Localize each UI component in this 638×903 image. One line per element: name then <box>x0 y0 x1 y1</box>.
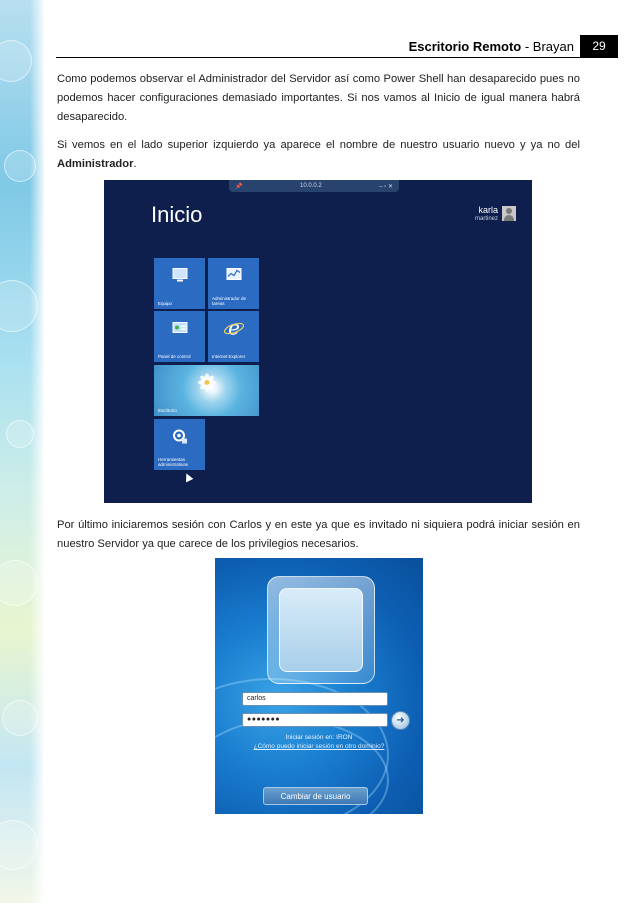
decorative-bubble <box>0 280 38 332</box>
login-screen-screenshot <box>215 558 423 814</box>
paragraph-2-text: Si vemos en el lado superior izquierdo ya aparece el nombre de nuestro usuario nuevo y ya no del <box>57 139 580 151</box>
ie-icon <box>223 318 245 345</box>
task-manager-icon <box>225 268 243 289</box>
user-badge <box>475 206 516 224</box>
tile-equipo[interactable] <box>154 258 205 309</box>
tile-herramientas-administrativas[interactable] <box>154 419 205 470</box>
decorative-bubble <box>6 420 34 448</box>
tile-label: Panel de control <box>158 354 191 359</box>
header-title-bold: Escritorio Remoto <box>408 38 522 54</box>
decorative-side-bar <box>0 0 44 903</box>
pin-icon: 📌 <box>235 183 243 190</box>
tile-label: Herramientas administrativas <box>158 457 189 467</box>
user-last-name: martinez <box>474 216 498 222</box>
computer-icon <box>171 268 189 289</box>
tile-label: Administrador de tareas <box>212 296 247 306</box>
arrow-right-icon: ➜ <box>396 715 405 726</box>
start-screen-screenshot <box>104 180 532 503</box>
login-arrow-button[interactable] <box>391 711 410 730</box>
svg-text:e: e <box>227 317 240 340</box>
decorative-bubble <box>2 700 38 736</box>
password-field[interactable]: ●●●●●●● <box>242 713 388 727</box>
tile-label: Escritorio <box>158 408 177 413</box>
decorative-bubble <box>0 560 38 606</box>
user-picture-frame <box>267 576 375 684</box>
page-header <box>409 35 618 57</box>
mouse-cursor-icon <box>183 472 194 483</box>
control-panel-icon <box>171 321 189 342</box>
window-controls-icon: – ▫ ✕ <box>379 183 393 190</box>
paragraph-2 <box>57 136 580 174</box>
user-picture <box>279 588 363 672</box>
tile-panel-control[interactable] <box>154 311 205 362</box>
tile-escritorio[interactable] <box>154 365 259 416</box>
switch-user-button[interactable]: Cambiar de usuario <box>263 787 368 805</box>
header-rule <box>56 57 618 58</box>
tile-administrador-tareas[interactable] <box>208 258 259 309</box>
paragraph-1: Como podemos observar el Administrador del Servidor así como Power Shell han desaparecido pues no podemos hacer configuraciones demasiado importantes. Si nos vamos al Inicio de igual manera habrá desaparecido. <box>57 73 580 123</box>
tile-label: Equipo <box>158 301 173 306</box>
other-domain-link[interactable]: ¿Cómo puedo iniciar sesión en otro dominio? <box>253 743 385 750</box>
user-first-name: karla <box>478 205 498 215</box>
header-title-rest: - Brayan <box>521 38 574 54</box>
admin-tools-icon <box>171 428 189 451</box>
decorative-bubble <box>0 40 32 82</box>
tile-label: Internet Explorer <box>212 354 246 359</box>
remote-desktop-bar <box>229 180 399 192</box>
page-number: 29 <box>580 35 618 57</box>
decorative-bubble <box>0 820 38 870</box>
avatar <box>502 206 516 221</box>
header-title <box>409 39 574 54</box>
username-field[interactable]: carlos <box>242 692 388 706</box>
paragraph-2-end: . <box>133 158 137 170</box>
tile-internet-explorer[interactable] <box>208 311 259 362</box>
decorative-bubble <box>4 150 36 182</box>
start-title: Inicio <box>151 202 203 227</box>
paragraph-3: Por último iniciaremos sesión con Carlos y en este ya que es invitado ni siquiera podrá iniciar sesión en nuestro Servidor ya que carece de los privilegios necesarios. <box>57 519 580 550</box>
remote-bar-text: 10.0.0.2 <box>299 183 322 189</box>
domain-text: Iniciar sesión en: IRON <box>285 734 353 741</box>
desktop-icon <box>182 368 232 403</box>
paragraph-2-bold: Administrador <box>57 158 134 170</box>
